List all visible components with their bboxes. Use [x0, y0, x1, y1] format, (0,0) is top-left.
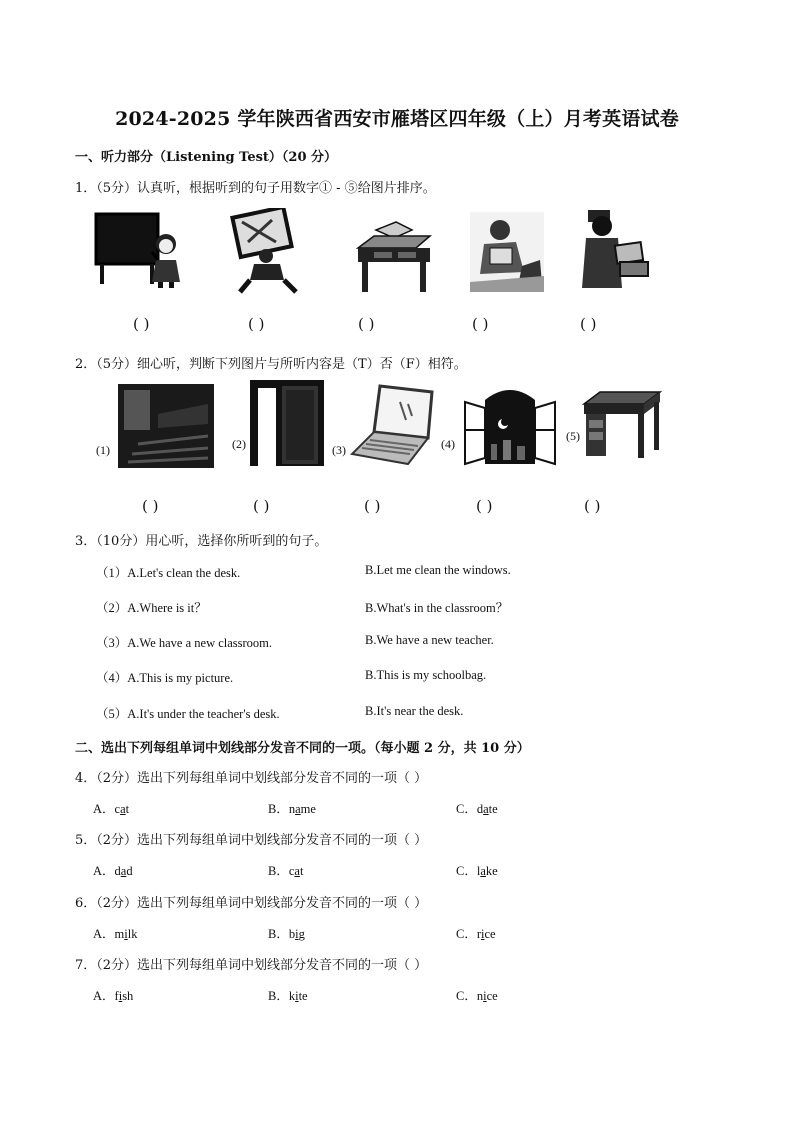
- boy-holding-picture-picture: [226, 208, 308, 294]
- q6-text: 6．（2分）选出下列每组单词中划线部分发音不同的一项（ ）: [75, 896, 428, 911]
- door-picture: [250, 380, 324, 466]
- q7-option-b[interactable]: B．kite: [268, 989, 308, 1003]
- q2-blank-5[interactable]: ( ): [584, 497, 601, 515]
- q3-item-1-option-b[interactable]: B.Let me clean the windows.: [365, 563, 511, 577]
- q6-option-b[interactable]: B．big: [268, 927, 305, 941]
- q4-option-b[interactable]: B．name: [268, 802, 316, 816]
- q6-option-a[interactable]: A．milk: [93, 927, 138, 941]
- q4-option-a[interactable]: A．cat: [93, 802, 130, 816]
- q3-item-4-option-a[interactable]: （4）A.This is my picture.: [96, 671, 234, 685]
- q4-text: 4．（2分）选出下列每组单词中划线部分发音不同的一项（ ）: [75, 771, 428, 786]
- window-night-picture: [463, 380, 557, 466]
- q1-blank-2[interactable]: ( ): [248, 315, 265, 333]
- q1-blank-5[interactable]: ( ): [580, 315, 597, 333]
- desk-picture: [580, 388, 662, 462]
- section2-heading: 二、选出下列每组单词中划线部分发音不同的一项。（每小题 2 分，共 10 分）: [75, 741, 530, 756]
- q3-item-2-option-a[interactable]: （2）A.Where is it？: [96, 601, 207, 615]
- q2-blank-3[interactable]: ( ): [364, 497, 381, 515]
- q7-option-c[interactable]: C．nice: [456, 989, 498, 1003]
- q2-label-5: (5): [566, 429, 580, 443]
- q2-label-2: (2): [232, 437, 246, 451]
- q5-option-a[interactable]: A．dad: [93, 864, 133, 878]
- q3-item-2-option-b[interactable]: B.What's in the classroom？: [365, 601, 509, 615]
- q2-blank-4[interactable]: ( ): [476, 497, 493, 515]
- desk-with-book-picture: [354, 218, 434, 296]
- q4-option-c[interactable]: C．date: [456, 802, 498, 816]
- q5-option-b[interactable]: B．cat: [268, 864, 304, 878]
- q2-label-1: (1): [96, 443, 110, 457]
- q6-option-c[interactable]: C．rice: [456, 927, 496, 941]
- q1-blank-4[interactable]: ( ): [472, 315, 489, 333]
- q2-text: 2．（5分）细心听，判断下列图片与所听内容是（T）否（F）相符。: [75, 357, 467, 372]
- blackboard-girl-picture: [92, 210, 184, 288]
- q1-blank-1[interactable]: ( ): [133, 315, 150, 333]
- q7-text: 7．（2分）选出下列每组单词中划线部分发音不同的一项（ ）: [75, 958, 428, 973]
- q5-option-c[interactable]: C．lake: [456, 864, 498, 878]
- q3-item-3-option-a[interactable]: （3）A.We have a new classroom.: [96, 636, 273, 650]
- q2-label-3: (3): [332, 443, 346, 457]
- q3-item-4-option-b[interactable]: B.This is my schoolbag.: [365, 668, 487, 682]
- q7-option-a[interactable]: A．fish: [93, 989, 134, 1003]
- q5-text: 5．（2分）选出下列每组单词中划线部分发音不同的一项（ ）: [75, 833, 428, 848]
- q1-blank-3[interactable]: ( ): [358, 315, 375, 333]
- boy-reading-picture: [470, 212, 544, 292]
- exam-title: 2024-2025 学年陕西省西安市雁塔区四年级（上）月考英语试卷: [115, 108, 679, 130]
- section1-heading: 一、听力部分（Listening Test）（20 分）: [75, 150, 338, 165]
- q3-item-5-option-a[interactable]: （5）A.It's under the teacher's desk.: [96, 707, 280, 721]
- q3-item-3-option-b[interactable]: B.We have a new teacher.: [365, 633, 494, 647]
- q3-item-5-option-b[interactable]: B.It's near the desk.: [365, 704, 464, 718]
- q3-text: 3．（10分）用心听，选择你所听到的句子。: [75, 534, 328, 549]
- q2-label-4: (4): [441, 437, 455, 451]
- q3-item-1-option-a[interactable]: （1）A.Let's clean the desk.: [96, 566, 241, 580]
- q2-blank-1[interactable]: ( ): [142, 497, 159, 515]
- laptop-picture: [350, 382, 436, 468]
- q2-blank-2[interactable]: ( ): [253, 497, 270, 515]
- girl-with-books-picture: [576, 208, 656, 294]
- classroom-photo-picture: [118, 384, 214, 468]
- q1-text: 1．（5分）认真听，根据听到的句子用数字① - ⑤给图片排序。: [75, 181, 436, 196]
